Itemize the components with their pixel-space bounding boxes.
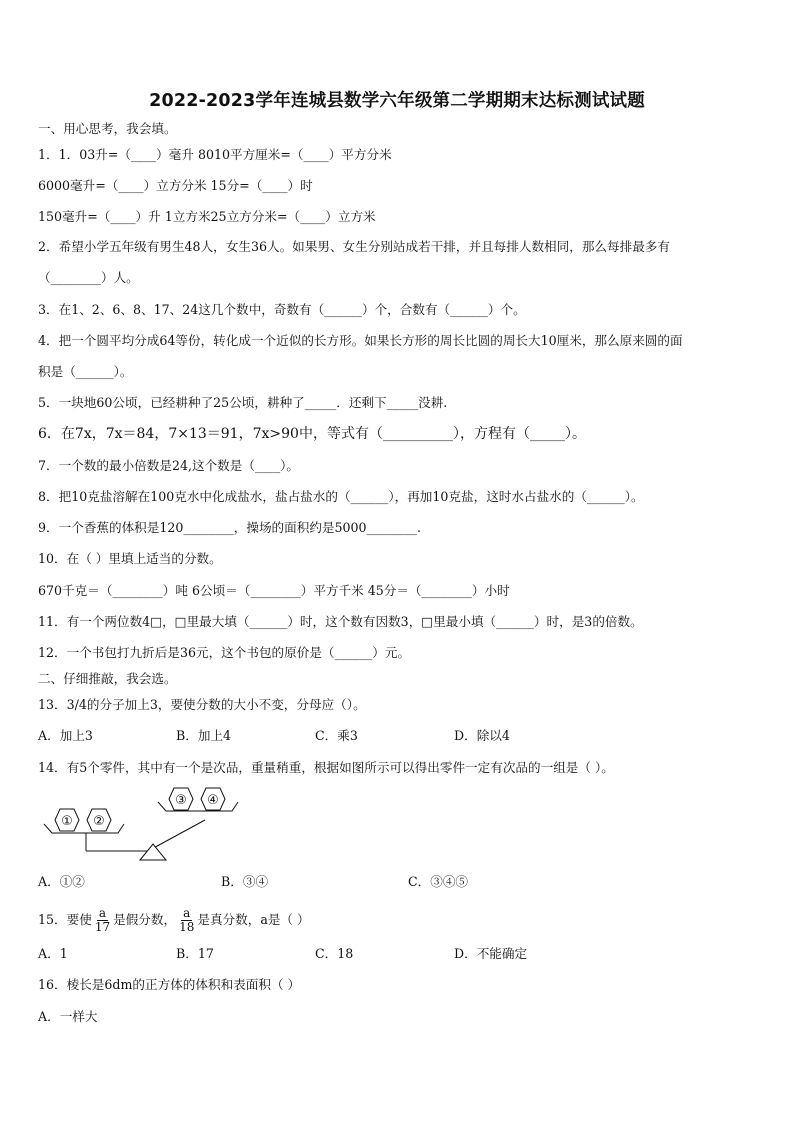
question-8: 8．把10克盐溶解在100克水中化成盐水，盐占盐水的（______），再加10克盐，这时水占盐水的（______）。 [38,489,644,504]
q15-option-d: D．不能确定 [454,946,528,961]
q13-option-b: B．加上4 [176,728,232,743]
page-title: 2022-2023学年连城县数学六年级第二学期期末达标测试试题 [149,91,645,111]
question-1-line-2: 6000毫升=（____）立方分米 15分=（____）时 [38,178,313,193]
question-11: 11．有一个两位数4□，□里最大填（______）时，这个数有因数3，□里最小填（______）时，是3的倍数。 [38,614,643,629]
question-16: 16．棱长是6dm的正方体的体积和表面积（ ） [38,977,301,992]
part-label-2: ② [93,814,105,829]
q16-option-a: A．一样大 [38,1009,98,1024]
question-9: 9．一个香蕉的体积是120________，操场的面积约是5000________. [38,520,421,535]
question-10-line-1: 10．在（ ）里填上适当的分数。 [38,551,222,566]
question-7: 7．一个数的最小倍数是24,这个数是（____）。 [38,458,300,473]
question-12: 12．一个书包打九折后是36元，这个书包的原价是（______）元。 [38,645,411,660]
q13-option-d: D．除以4 [454,728,510,743]
question-1-line-1: 1．1．03升=（____）毫升 8010平方厘米=（____）平方分米 [38,147,392,162]
fraction-2-numerator: a [183,906,191,920]
q15-option-a: A．1 [38,946,68,961]
question-15 [38,906,310,934]
fraction-1-numerator: a [98,906,107,920]
fraction-a-over-17 [93,907,112,934]
question-1-line-3: 150毫升=（____）升 1立方米25立方分米=（____）立方米 [38,209,376,224]
question-2-line-2: （________）人。 [38,270,139,285]
q13-option-c: C．乘3 [315,728,358,743]
left-pan [44,824,124,833]
q15-option-b: B．17 [176,946,214,961]
question-5: 5．一块地60公顷，已经耕种了25公顷，耕种了_____．还剩下_____没耕. [38,395,448,410]
q14-option-b: B．③④ [221,874,269,889]
question-4-line-2: 积是（______）。 [38,364,133,379]
question-4-line-1: 4．把一个圆平均分成64等份，转化成一个近似的长方形。如果长方形的周长比圆的周长大10厘米，那么原来圆的面 [38,333,683,348]
balance-scale-figure [40,786,250,866]
fraction-a-over-18 [177,907,196,934]
section-heading-choose: 二、仔细推敲，我会选。 [38,671,177,686]
fraction-2-denominator: 18 [179,920,195,934]
question-6: 6．在7x，7x＝84，7×13＝91，7x>90中，等式有（__________），方程有（_____）。 [38,426,586,442]
q14-option-a: A．①② [38,874,85,889]
question-14: 14．有5个零件，其中有一个是次品，重量稍重，根据如图所示可以得出零件一定有次品的一组是（ ）。 [38,760,614,775]
question-3: 3．在1、2、6、8、17、24这几个数中，奇数有（______）个，合数有（______）个。 [38,302,526,317]
question-10-line-2: 670千克＝（________）吨 6公顷＝（________）平方千米 45分＝（________）小时 [38,583,510,598]
fulcrum-triangle [140,844,166,860]
section-heading-fill: 一、用心思考，我会填。 [38,121,177,136]
part-label-3: ③ [175,793,187,808]
q15-prefix: 15．要使 [38,912,92,927]
part-label-1: ① [61,814,73,829]
q15-middle: 是假分数， [113,912,177,927]
right-pan [158,802,238,811]
question-2-line-1: 2．希望小学五年级有男生48人，女生36人。如果男、女生分别站成若干排，并且每排人数相同，那么每排最多有 [38,239,670,254]
q14-option-c: C．③④⑤ [408,874,469,889]
q15-option-c: C．18 [315,946,354,961]
q15-suffix: 是真分数，a是（ ） [197,912,310,927]
part-label-4: ④ [207,793,219,808]
question-13: 13．3/4的分子加上3，要使分数的大小不变，分母应（）。 [38,697,366,712]
q13-option-a: A．加上3 [38,728,93,743]
fraction-1-denominator: 17 [94,920,111,934]
